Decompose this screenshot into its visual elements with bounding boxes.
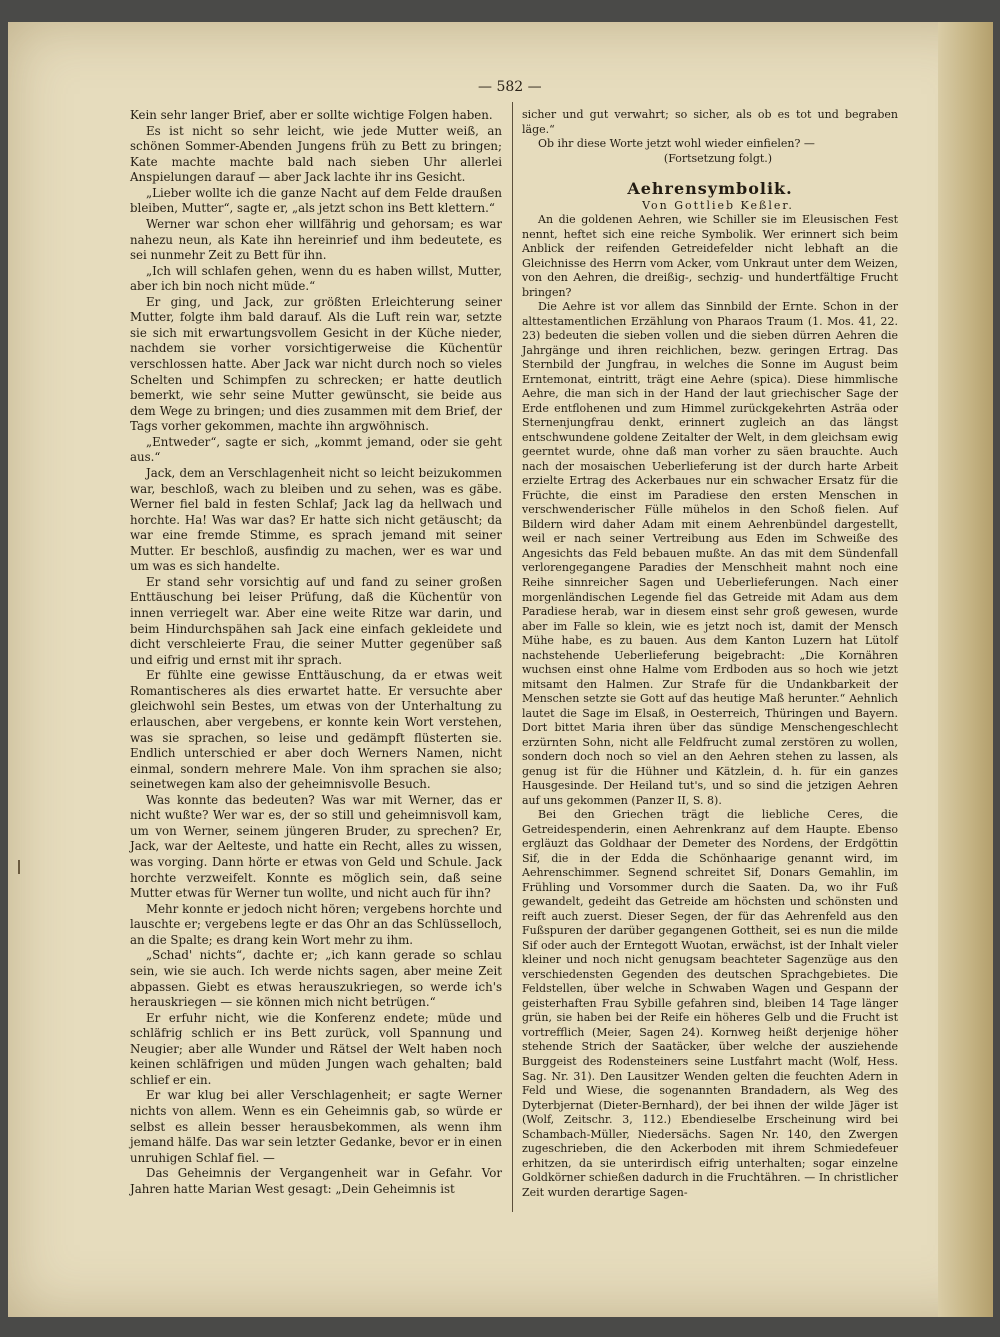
paragraph: „Ich will schlafen gehen, wenn du es haben willst, Mutter, aber ich bin noch nicht müde.“ [130, 263, 502, 294]
left-column [130, 108, 502, 1197]
paragraph: Mehr konnte er jedoch nicht hören; vergebens horchte und lauschte er; vergebens legte er das Ohr an das Schlüsselloch, an die Spalte; es drang kein Wort mehr zu ihm. [130, 901, 502, 947]
paragraph: Die Aehre ist vor allem das Sinnbild der Ernte. Schon in der alttestamentlichen Erzählung von Pharaos Traum (1. Mos. 41, 22. 23) bedeuten die sieben vollen und die sieben dürren Aehren die Jahrgänge und ihren reichlichen, bezw. geringen Ertrag. Das Sternbild der Jungfrau, in welches die Sonne im August beim Erntemonat, eintritt, trägt eine Aehre (spica). Diese himmlische Aehre, die man sich in der Hand der laut griechischer Sage der Erde entflohenen und zum Himmel zurückgekehrten Asträa oder Sternenjungfrau denkt, erinnert zugleich an das längst entschwundene goldene Zeitalter der Welt, in dem gleichsam ewig geerntet wurde, ohne daß man vorher zu säen brauchte. Auch nach der mosaischen Ueberlieferung ist der durch harte Arbeit erzielte Ertrag des Ackerbaues nur ein schwacher Ersatz für die Früchte, die einst im Paradiese den ersten Menschen in verschwenderischer Fülle mühelos in den Schoß fielen. Auf Bildern wird daher Adam mit einem Aehrenbündel dargestellt, weil er nach seiner Vertreibung aus Eden im Schweiße des Angesichts das Feld bebauen mußte. An das mit dem Sündenfall verlorengegangene Paradies der Menschheit mahnt noch eine Reihe sinnreicher Sagen und Ueberlieferungen. Nach einer morgenländischen Legende fiel das Getreide mit Adam aus dem Paradiese herab, war in diesem einst sehr groß gewesen, wurde aber im Falle so klein, wie es jetzt noch ist, damit der Mensch Mühe habe, es zu bauen. Aus dem Kanton Luzern hat Lütolf nachstehende Ueberlieferung beigebracht: „Die Kornähren wuchsen einst ohne Halme vom Erdboden aus so hoch wie jetzt mitsamt den Halmen. Zur Strafe für die Undankbarkeit der Menschen setzte sie Gott auf das heutige Maß herunter.“ Aehnlich lautet die Sage im Elsaß, in Oesterreich, Thüringen und Bayern. Dort bittet Maria ihren über das sündige Menschengeschlecht erzürnten Sohn, nicht alle Feldfrucht zumal zerstören zu wollen, sondern doch noch so viel an den Aehren stehen zu lassen, als genug ist für die Hühner und Kätzlein, d. h. für ein ganzes Hausgesinde. Der Heiland tut's, und so sind die jetzigen Aehren auf uns gekommen (Panzer II, S. 8). [522, 300, 898, 807]
carryover-text: sicher und gut verwahrt; so sicher, als ob es tot und begraben läge.“ [522, 108, 898, 136]
closing-question: Ob ihr diese Worte jetzt wohl wieder einfielen? — [538, 137, 815, 151]
paragraph: Er war klug bei aller Verschlagenheit; er sagte Werner nichts von allem. Wenn es ein Geheimnis gab, so würde er selbst es allein besser herausbekommen, als wenn ihm jemand hälfe. Das war sein letzter Gedanke, bevor er in einen unruhigen Schlaf fiel. — [130, 1088, 502, 1165]
paragraph: Was konnte das bedeuten? Was war mit Werner, das er nicht wußte? Wer war es, der so still und geheimnisvoll kam, um von Werner, seinem jüngeren Bruder, zu sprechen? Er, Jack, war der Aelteste, und hatte ein Recht, alles zu wissen, was vorging. Dann hörte er etwas von Geld und Schule. Jack horchte verzweifelt. Konnte es möglich sein, daß seine Mutter etwas für Werner tun wollte, und nicht auch für ihn? [130, 792, 502, 901]
paragraph: An die goldenen Aehren, wie Schiller sie im Eleusischen Fest nennt, heftet sich eine reiche Symbolik. Wer erinnert sich beim Anblick der reifenden Getreidefelder nicht lebhaft an die Gleichnisse des Herrn vom Acker, vom Unkraut unter dem Weizen, von den Aehren, die dreißig-, sechzig- und hundertfältige Frucht bringen? [522, 213, 898, 299]
article-title: Aehrensymbolik. [627, 179, 793, 199]
paragraph: Jack, dem an Verschlagenheit nicht so leicht beizukommen war, beschloß, wach zu bleiben und zu sehen, was es gäbe. Werner fiel bald in festen Schlaf; Jack lag da hellwach und horchte. Ha! Was war das? Er hatte sich nicht getäuscht; da war eine fremde Stimme, es sprach jemand mit seiner Mutter. Er beschloß, ausfindig zu machen, wer es war und um was es sich handelte. [130, 465, 502, 574]
paragraph: Er fühlte eine gewisse Enttäuschung, da er etwas weit Romantischeres als dies erwartet hatte. Er versuchte aber gleichwohl sein Bestes, um etwas von der Unterhaltung zu erlauschen, aber vergebens, er konnte kein Wort verstehen, was sie sprachen, so leise und gedämpft flüsterten sie. Endlich unterschied er aber doch Werners Namen, nicht einmal, sondern mehrere Male. Von ihm sprachen sie also; seinetwegen kam also der geheimnisvolle Besuch. [130, 668, 502, 792]
column-divider [512, 102, 513, 1212]
page-gutter-curl [938, 22, 993, 1317]
article-byline: Von Gottlieb Keßler. [642, 198, 794, 212]
paragraph: Es ist nicht so sehr leicht, wie jede Mutter weiß, an schönen Sommer-Abenden Jungens früh zu Bett zu bringen; Kate machte machte bald nach sieben Uhr allerlei Anspielungen darauf — aber Jack lachte ihr ins Gesicht. [130, 123, 502, 185]
right-column [522, 108, 898, 1200]
paragraph: Er erfuhr nicht, wie die Konferenz endete; müde und schläfrig schlich er ins Bett zurück, voll Spannung und Neugier; aber alle Wunder und Rätsel der Welt haben noch keinen schläfrigen und müden Jungen wach gehalten; bald schlief er ein. [130, 1010, 502, 1087]
paragraph: „Schad' nichts“, dachte er; „ich kann gerade so schlau sein, wie sie auch. Ich werde nichts sagen, aber meine Zeit abpassen. Giebt es etwas herauszukriegen, so werde ich's herauskriegen — sie können mich nicht betrügen.“ [130, 948, 502, 1010]
paragraph: Werner war schon eher willfährig und gehorsam; es war nahezu neun, als Kate ihn hereinrief und ihm bedeutete, es sei nunmehr Zeit zu Bett für ihn. [130, 216, 502, 263]
paragraph: „Lieber wollte ich die ganze Nacht auf dem Felde draußen bleiben, Mutter“, sagte er, „als jetzt schon ins Bett klettern.“ [130, 185, 502, 216]
paragraph: Bei den Griechen trägt die liebliche Ceres, die Getreidespenderin, einen Aehrenkranz auf dem Haupte. Ebenso ergläuzt das Goldhaar der Demeter des Nordens, der Erdgöttin Sif, die in der Edda die Schönhaarige genannt wird, im Aehrenschimmer. Segnend schreitet Sif, Donars Gemahlin, im Frühling und Vorsommer durch die Saaten. Da, wo ihr Fuß gewandelt, gedeiht das Getreide am höchsten und schönsten und reift auch zuerst. Dieser Segen, der für das Aehrenfeld aus den Fußspuren der darüber gegangenen Gottheit, sei es nun die milde Sif oder auch der Erntegott Wuotan, erwächst, ist der Inhalt vieler kleiner und noch nicht genugsam beachteter Sagenzüge aus den verschiedensten Gegenden des deutschen Sprachgebietes. Die Feldstellen, über welche in Schwaben Wagen und Gespann der geisterhaften Frau Sybille gefahren sind, bleiben 14 Tage länger grün, sie haben bei der Reife ein höheres Gelb und die Frucht ist vortrefflich (Meier, Sagen 24). Kornweg heißt derjenige höher stehende Strich der Saatäcker, über welche der ausziehende Burggeist des Rodensteiners seine Lustfahrt macht (Wolf, Hess. Sag. Nr. 31). Den Lausitzer Wenden gelten die feuchten Adern in Feld und Wiese, die sogenannten Brandadern, als Weg des Dyterbjernat (Dieter-Bernhard), der bei ihnen der wilde Jäger ist (Wolf, Zeitschr. 3, 112.) Ebendieselbe Erscheinung wird bei Schambach-Müller, Niedersächs. Sagen Nr. 140, den Zwergen zugeschrieben, die den Ackerboden mit ihrem Schmiedefeuer erhitzen, da sie unterirdisch eifrig unterhalten; sogar einzelne Goldkörner schießen dadurch in die Fruchtähren. — In christlicher Zeit wurden derartige Sagen- [522, 808, 898, 1199]
page-number: — 582 — [478, 79, 542, 95]
paragraph: Das Geheimnis der Vergangenheit war in Gefahr. Vor Jahren hatte Marian West gesagt: „Dein Geheimnis ist [130, 1166, 502, 1196]
paragraph: Er stand sehr vorsichtig auf und fand zu seiner großen Enttäuschung bei leiser Prüfung, daß die Küchentür von innen verriegelt war. Aber eine weite Ritze war darin, und beim Hindurchspähen sah Jack eine einfach gekleidete und dicht verschleierte Frau, die seiner Mutter gegenüber saß und eifrig und ernst mit ihr sprach. [130, 574, 502, 667]
paragraph: Kein sehr langer Brief, aber er sollte wichtige Folgen haben. [130, 108, 493, 122]
continued-note: (Fortsetzung folgt.) [663, 151, 773, 165]
margin-mark [18, 860, 20, 874]
paragraph: „Entweder“, sagte er sich, „kommt jemand, oder sie geht aus.“ [130, 434, 502, 465]
paragraph: Er ging, und Jack, zur größten Erleichterung seiner Mutter, folgte ihm bald darauf. Als die Luft rein war, setzte sie sich mit erwartungsvollem Gesicht in der Küche nieder, nachdem sie vorher vorsichtigerweise die Küchentür verschlossen hatte. Aber Jack war nicht durch noch so vieles Schelten und Schimpfen zu schrecken; er hatte deutlich bemerkt, wie sehr seine Mutter gewünscht, sie beide aus dem Wege zu bringen; und dies zusammen mit dem Brief, der Tags vorher gekommen, machte ihn argwöhnisch. [130, 294, 502, 434]
